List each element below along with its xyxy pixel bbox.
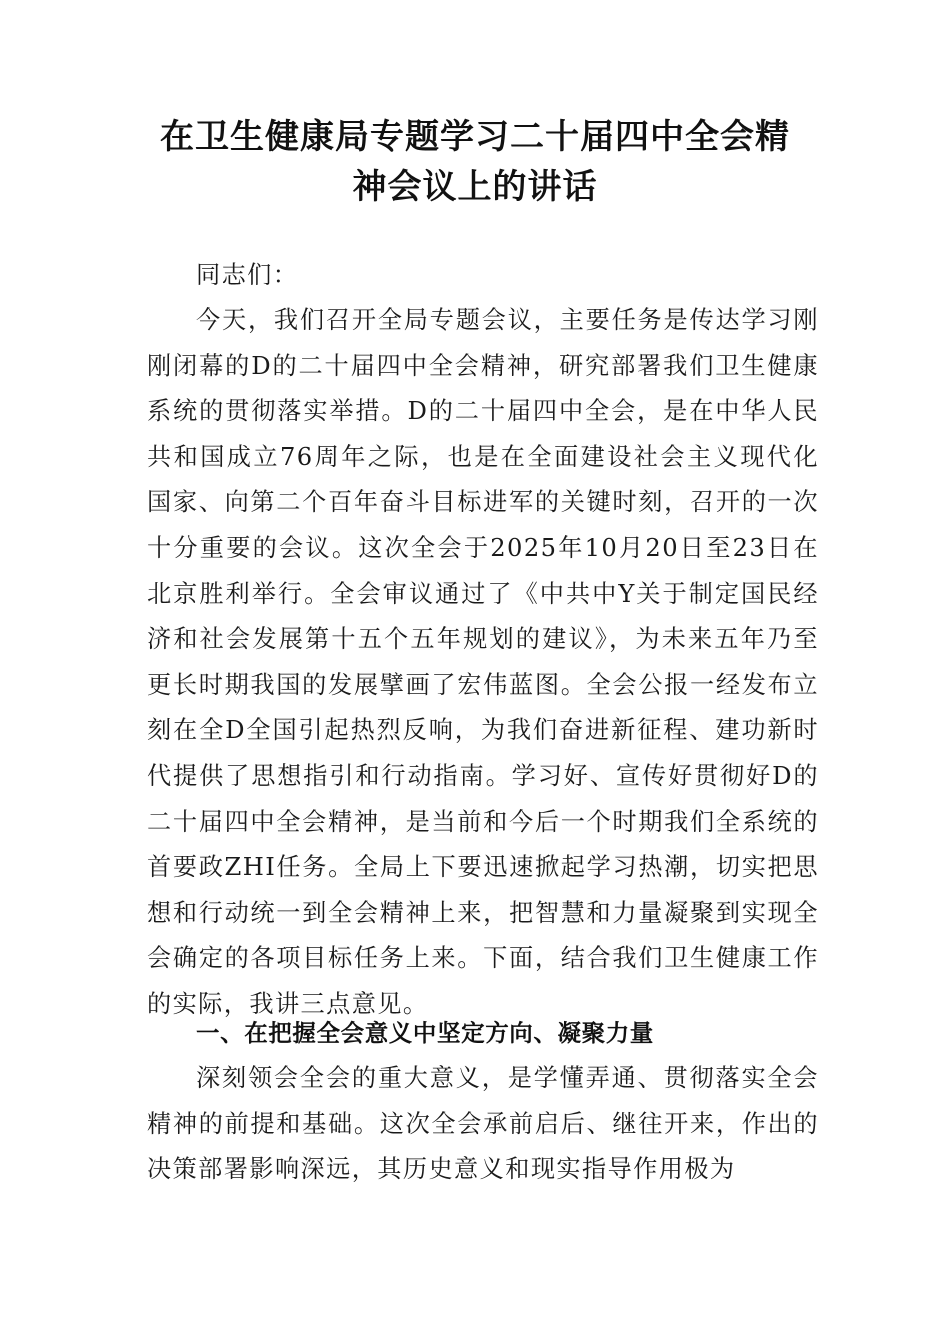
body-paragraph-1: 今天，我们召开全局专题会议，主要任务是传达学习刚刚闭幕的D的二十届四中全会精神，研究部署我们卫生健康系统的贯彻落实举措。D的二十届四中全会，是在中华人民共和国成立76周年之际，也是在全面建设社会主义现代化国家、向第二个百年奋斗目标进军的关键时刻，召开的一次十分重要的会议。这次全会于2025年10月20日至23日在北京胜利举行。全会审议通过了《中共中Y关于制定国民经济和社会发展第十五个五年规划的建议》，为未来五年乃至更长时期我国的发展擘画了宏伟蓝图。全会公报一经发布立刻在全D全国引起热烈反响，为我们奋进新征程、建功新时代提供了思想指引和行动指南。学习好、宣传好贯彻好D的二十届四中全会精神，是当前和今后一个时期我们全系统的首要政ZHI任务。全局上下要迅速掀起学习热潮，切实把思想和行动统一到全会精神上来，把智慧和力量凝聚到实现全会确定的各项目标任务上来。下面，结合我们卫生健康工作的实际，我讲三点意见。 [147,306,819,1018]
body-paragraph-2: 深刻领会全会的重大意义，是学懂弄通、贯彻落实全会精神的前提和基础。这次全会承前启后、继往开来，作出的决策部署影响深远，其历史意义和现实指导作用极为 [147,1064,819,1184]
salutation: 同志们： [196,261,299,289]
title-line-1: 在卫生健康局专题学习二十届四中全会精 [160,117,790,157]
title-line-2: 神会议上的讲话 [352,167,598,207]
document-title [120,112,830,212]
section-heading-1: 一、在把握全会意义中坚定方向、凝聚力量 [196,1019,654,1047]
